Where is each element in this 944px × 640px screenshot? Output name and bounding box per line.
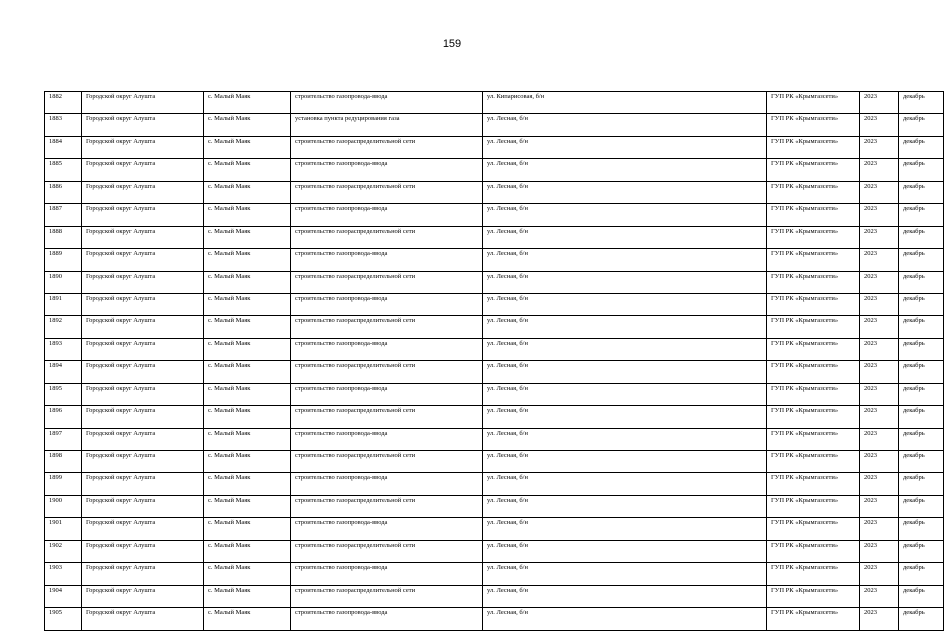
organization-cell: ГУП РК «Крымгазсети»	[767, 608, 860, 630]
village-cell: с. Малый Маяк	[204, 406, 291, 428]
work-type-cell: строительство газопровода-ввода	[291, 383, 483, 405]
district-cell: Городской округ Алушта	[82, 181, 204, 203]
village-cell: с. Малый Маяк	[204, 293, 291, 315]
table-row	[45, 518, 944, 540]
organization-cell: ГУП РК «Крымгазсети»	[767, 159, 860, 181]
address-cell: ул. Лесная, б/н	[483, 316, 767, 338]
village-cell: с. Малый Маяк	[204, 181, 291, 203]
address-cell: ул. Лесная, б/н	[483, 136, 767, 158]
table-row	[45, 114, 944, 136]
address-cell: ул. Лесная, б/н	[483, 428, 767, 450]
district-cell: Городской округ Алушта	[82, 585, 204, 607]
district-cell: Городской округ Алушта	[82, 226, 204, 248]
table-row	[45, 563, 944, 585]
month-cell: декабрь	[899, 473, 944, 495]
row-number: 1888	[45, 226, 82, 248]
district-cell: Городской округ Алушта	[82, 92, 204, 114]
work-type-cell: строительство газопровода-ввода	[291, 249, 483, 271]
village-cell: с. Малый Маяк	[204, 204, 291, 226]
district-cell: Городской округ Алушта	[82, 316, 204, 338]
year-cell: 2023	[860, 316, 899, 338]
district-cell: Городской округ Алушта	[82, 249, 204, 271]
address-cell: ул. Лесная, б/н	[483, 159, 767, 181]
village-cell: с. Малый Маяк	[204, 316, 291, 338]
table-row	[45, 136, 944, 158]
month-cell: декабрь	[899, 316, 944, 338]
district-cell: Городской округ Алушта	[82, 338, 204, 360]
work-type-cell: строительство газораспределительной сети	[291, 181, 483, 203]
row-number: 1889	[45, 249, 82, 271]
district-cell: Городской округ Алушта	[82, 159, 204, 181]
row-number: 1899	[45, 473, 82, 495]
work-type-cell: строительство газораспределительной сети	[291, 271, 483, 293]
table-row	[45, 585, 944, 607]
row-number: 1900	[45, 495, 82, 517]
address-cell: ул. Лесная, б/н	[483, 114, 767, 136]
work-type-cell: строительство газопровода-ввода	[291, 159, 483, 181]
organization-cell: ГУП РК «Крымгазсети»	[767, 316, 860, 338]
table-row	[45, 92, 944, 114]
district-cell: Городской округ Алушта	[82, 518, 204, 540]
organization-cell: ГУП РК «Крымгазсети»	[767, 473, 860, 495]
month-cell: декабрь	[899, 563, 944, 585]
table-row	[45, 451, 944, 473]
organization-cell: ГУП РК «Крымгазсети»	[767, 540, 860, 562]
row-number: 1887	[45, 204, 82, 226]
month-cell: декабрь	[899, 518, 944, 540]
village-cell: с. Малый Маяк	[204, 563, 291, 585]
work-type-cell: строительство газопровода-ввода	[291, 563, 483, 585]
row-number: 1901	[45, 518, 82, 540]
year-cell: 2023	[860, 159, 899, 181]
village-cell: с. Малый Маяк	[204, 159, 291, 181]
month-cell: декабрь	[899, 451, 944, 473]
address-cell: ул. Лесная, б/н	[483, 608, 767, 630]
address-cell: ул. Лесная, б/н	[483, 495, 767, 517]
address-cell: ул. Лесная, б/н	[483, 518, 767, 540]
month-cell: декабрь	[899, 249, 944, 271]
village-cell: с. Малый Маяк	[204, 585, 291, 607]
address-cell: ул. Лесная, б/н	[483, 585, 767, 607]
row-number: 1903	[45, 563, 82, 585]
row-number: 1897	[45, 428, 82, 450]
village-cell: с. Малый Маяк	[204, 473, 291, 495]
district-cell: Городской округ Алушта	[82, 563, 204, 585]
work-type-cell: строительство газораспределительной сети	[291, 406, 483, 428]
district-cell: Городской округ Алушта	[82, 451, 204, 473]
village-cell: с. Малый Маяк	[204, 136, 291, 158]
address-cell: ул. Лесная, б/н	[483, 383, 767, 405]
month-cell: декабрь	[899, 293, 944, 315]
organization-cell: ГУП РК «Крымгазсети»	[767, 406, 860, 428]
organization-cell: ГУП РК «Крымгазсети»	[767, 428, 860, 450]
village-cell: с. Малый Маяк	[204, 271, 291, 293]
row-number: 1892	[45, 316, 82, 338]
district-cell: Городской округ Алушта	[82, 361, 204, 383]
organization-cell: ГУП РК «Крымгазсети»	[767, 293, 860, 315]
organization-cell: ГУП РК «Крымгазсети»	[767, 136, 860, 158]
month-cell: декабрь	[899, 338, 944, 360]
row-number: 1884	[45, 136, 82, 158]
district-cell: Городской округ Алушта	[82, 495, 204, 517]
organization-cell: ГУП РК «Крымгазсети»	[767, 181, 860, 203]
address-cell: ул. Лесная, б/н	[483, 204, 767, 226]
year-cell: 2023	[860, 338, 899, 360]
month-cell: декабрь	[899, 92, 944, 114]
district-cell: Городской округ Алушта	[82, 383, 204, 405]
district-cell: Городской округ Алушта	[82, 406, 204, 428]
table-row	[45, 181, 944, 203]
district-cell: Городской округ Алушта	[82, 608, 204, 630]
row-number: 1885	[45, 159, 82, 181]
address-cell: ул. Лесная, б/н	[483, 406, 767, 428]
district-cell: Городской округ Алушта	[82, 136, 204, 158]
district-cell: Городской округ Алушта	[82, 473, 204, 495]
work-type-cell: строительство газопровода-ввода	[291, 204, 483, 226]
table-row	[45, 608, 944, 630]
work-type-cell: строительство газораспределительной сети	[291, 136, 483, 158]
table-row	[45, 495, 944, 517]
district-cell: Городской округ Алушта	[82, 293, 204, 315]
table-row	[45, 293, 944, 315]
year-cell: 2023	[860, 136, 899, 158]
district-cell: Городской округ Алушта	[82, 271, 204, 293]
month-cell: декабрь	[899, 136, 944, 158]
address-cell: ул. Лесная, б/н	[483, 451, 767, 473]
table-row	[45, 428, 944, 450]
work-type-cell: строительство газораспределительной сети	[291, 316, 483, 338]
row-number: 1905	[45, 608, 82, 630]
address-cell: ул. Кипарисовая, б/н	[483, 92, 767, 114]
year-cell: 2023	[860, 293, 899, 315]
table-row	[45, 383, 944, 405]
organization-cell: ГУП РК «Крымгазсети»	[767, 518, 860, 540]
month-cell: декабрь	[899, 540, 944, 562]
row-number: 1895	[45, 383, 82, 405]
year-cell: 2023	[860, 563, 899, 585]
work-type-cell: строительство газораспределительной сети	[291, 451, 483, 473]
organization-cell: ГУП РК «Крымгазсети»	[767, 226, 860, 248]
month-cell: декабрь	[899, 428, 944, 450]
work-type-cell: строительство газопровода-ввода	[291, 518, 483, 540]
work-type-cell: строительство газопровода-ввода	[291, 473, 483, 495]
village-cell: с. Малый Маяк	[204, 249, 291, 271]
year-cell: 2023	[860, 585, 899, 607]
table-row	[45, 406, 944, 428]
organization-cell: ГУП РК «Крымгазсети»	[767, 114, 860, 136]
village-cell: с. Малый Маяк	[204, 451, 291, 473]
month-cell: декабрь	[899, 159, 944, 181]
row-number: 1902	[45, 540, 82, 562]
row-number: 1891	[45, 293, 82, 315]
village-cell: с. Малый Маяк	[204, 361, 291, 383]
district-cell: Городской округ Алушта	[82, 540, 204, 562]
work-type-cell: строительство газораспределительной сети	[291, 361, 483, 383]
work-type-cell: строительство газопровода-ввода	[291, 293, 483, 315]
organization-cell: ГУП РК «Крымгазсети»	[767, 495, 860, 517]
organization-cell: ГУП РК «Крымгазсети»	[767, 249, 860, 271]
work-type-cell: строительство газопровода-ввода	[291, 92, 483, 114]
row-number: 1882	[45, 92, 82, 114]
organization-cell: ГУП РК «Крымгазсети»	[767, 361, 860, 383]
row-number: 1886	[45, 181, 82, 203]
row-number: 1904	[45, 585, 82, 607]
month-cell: декабрь	[899, 383, 944, 405]
year-cell: 2023	[860, 361, 899, 383]
village-cell: с. Малый Маяк	[204, 495, 291, 517]
table-row	[45, 316, 944, 338]
work-type-cell: строительство газопровода-ввода	[291, 428, 483, 450]
year-cell: 2023	[860, 451, 899, 473]
year-cell: 2023	[860, 204, 899, 226]
address-cell: ул. Лесная, б/н	[483, 226, 767, 248]
month-cell: декабрь	[899, 406, 944, 428]
table-row	[45, 226, 944, 248]
row-number: 1883	[45, 114, 82, 136]
month-cell: декабрь	[899, 226, 944, 248]
year-cell: 2023	[860, 540, 899, 562]
table-row	[45, 159, 944, 181]
month-cell: декабрь	[899, 608, 944, 630]
year-cell: 2023	[860, 114, 899, 136]
page-number: 159	[442, 38, 462, 50]
table-row	[45, 361, 944, 383]
year-cell: 2023	[860, 473, 899, 495]
row-number: 1894	[45, 361, 82, 383]
organization-cell: ГУП РК «Крымгазсети»	[767, 271, 860, 293]
work-type-cell: строительство газораспределительной сети	[291, 540, 483, 562]
table-row	[45, 271, 944, 293]
village-cell: с. Малый Маяк	[204, 383, 291, 405]
address-cell: ул. Лесная, б/н	[483, 338, 767, 360]
village-cell: с. Малый Маяк	[204, 518, 291, 540]
table-row	[45, 204, 944, 226]
organization-cell: ГУП РК «Крымгазсети»	[767, 338, 860, 360]
year-cell: 2023	[860, 249, 899, 271]
table-row	[45, 540, 944, 562]
organization-cell: ГУП РК «Крымгазсети»	[767, 383, 860, 405]
district-cell: Городской округ Алушта	[82, 204, 204, 226]
address-cell: ул. Лесная, б/н	[483, 293, 767, 315]
address-cell: ул. Лесная, б/н	[483, 473, 767, 495]
village-cell: с. Малый Маяк	[204, 114, 291, 136]
work-type-cell: строительство газораспределительной сети	[291, 585, 483, 607]
year-cell: 2023	[860, 226, 899, 248]
district-cell: Городской округ Алушта	[82, 428, 204, 450]
year-cell: 2023	[860, 181, 899, 203]
year-cell: 2023	[860, 406, 899, 428]
year-cell: 2023	[860, 271, 899, 293]
month-cell: декабрь	[899, 361, 944, 383]
village-cell: с. Малый Маяк	[204, 540, 291, 562]
year-cell: 2023	[860, 608, 899, 630]
row-number: 1890	[45, 271, 82, 293]
row-number: 1896	[45, 406, 82, 428]
work-type-cell: строительство газораспределительной сети	[291, 226, 483, 248]
month-cell: декабрь	[899, 271, 944, 293]
row-number: 1893	[45, 338, 82, 360]
row-number: 1898	[45, 451, 82, 473]
address-cell: ул. Лесная, б/н	[483, 249, 767, 271]
district-cell: Городской округ Алушта	[82, 114, 204, 136]
month-cell: декабрь	[899, 114, 944, 136]
year-cell: 2023	[860, 495, 899, 517]
table-row	[45, 249, 944, 271]
village-cell: с. Малый Маяк	[204, 608, 291, 630]
work-type-cell: установка пункта редуцирования газа	[291, 114, 483, 136]
work-type-cell: строительство газопровода-ввода	[291, 608, 483, 630]
organization-cell: ГУП РК «Крымгазсети»	[767, 204, 860, 226]
work-type-cell: строительство газораспределительной сети	[291, 495, 483, 517]
address-cell: ул. Лесная, б/н	[483, 181, 767, 203]
table-row	[45, 338, 944, 360]
month-cell: декабрь	[899, 181, 944, 203]
address-cell: ул. Лесная, б/н	[483, 540, 767, 562]
works-table	[44, 91, 944, 631]
month-cell: декабрь	[899, 495, 944, 517]
year-cell: 2023	[860, 518, 899, 540]
year-cell: 2023	[860, 92, 899, 114]
village-cell: с. Малый Маяк	[204, 338, 291, 360]
organization-cell: ГУП РК «Крымгазсети»	[767, 585, 860, 607]
table-row	[45, 473, 944, 495]
village-cell: с. Малый Маяк	[204, 92, 291, 114]
organization-cell: ГУП РК «Крымгазсети»	[767, 92, 860, 114]
works-table-body	[45, 92, 944, 631]
organization-cell: ГУП РК «Крымгазсети»	[767, 451, 860, 473]
month-cell: декабрь	[899, 204, 944, 226]
work-type-cell: строительство газопровода-ввода	[291, 338, 483, 360]
address-cell: ул. Лесная, б/н	[483, 361, 767, 383]
address-cell: ул. Лесная, б/н	[483, 271, 767, 293]
address-cell: ул. Лесная, б/н	[483, 563, 767, 585]
village-cell: с. Малый Маяк	[204, 226, 291, 248]
organization-cell: ГУП РК «Крымгазсети»	[767, 563, 860, 585]
village-cell: с. Малый Маяк	[204, 428, 291, 450]
year-cell: 2023	[860, 383, 899, 405]
year-cell: 2023	[860, 428, 899, 450]
month-cell: декабрь	[899, 585, 944, 607]
